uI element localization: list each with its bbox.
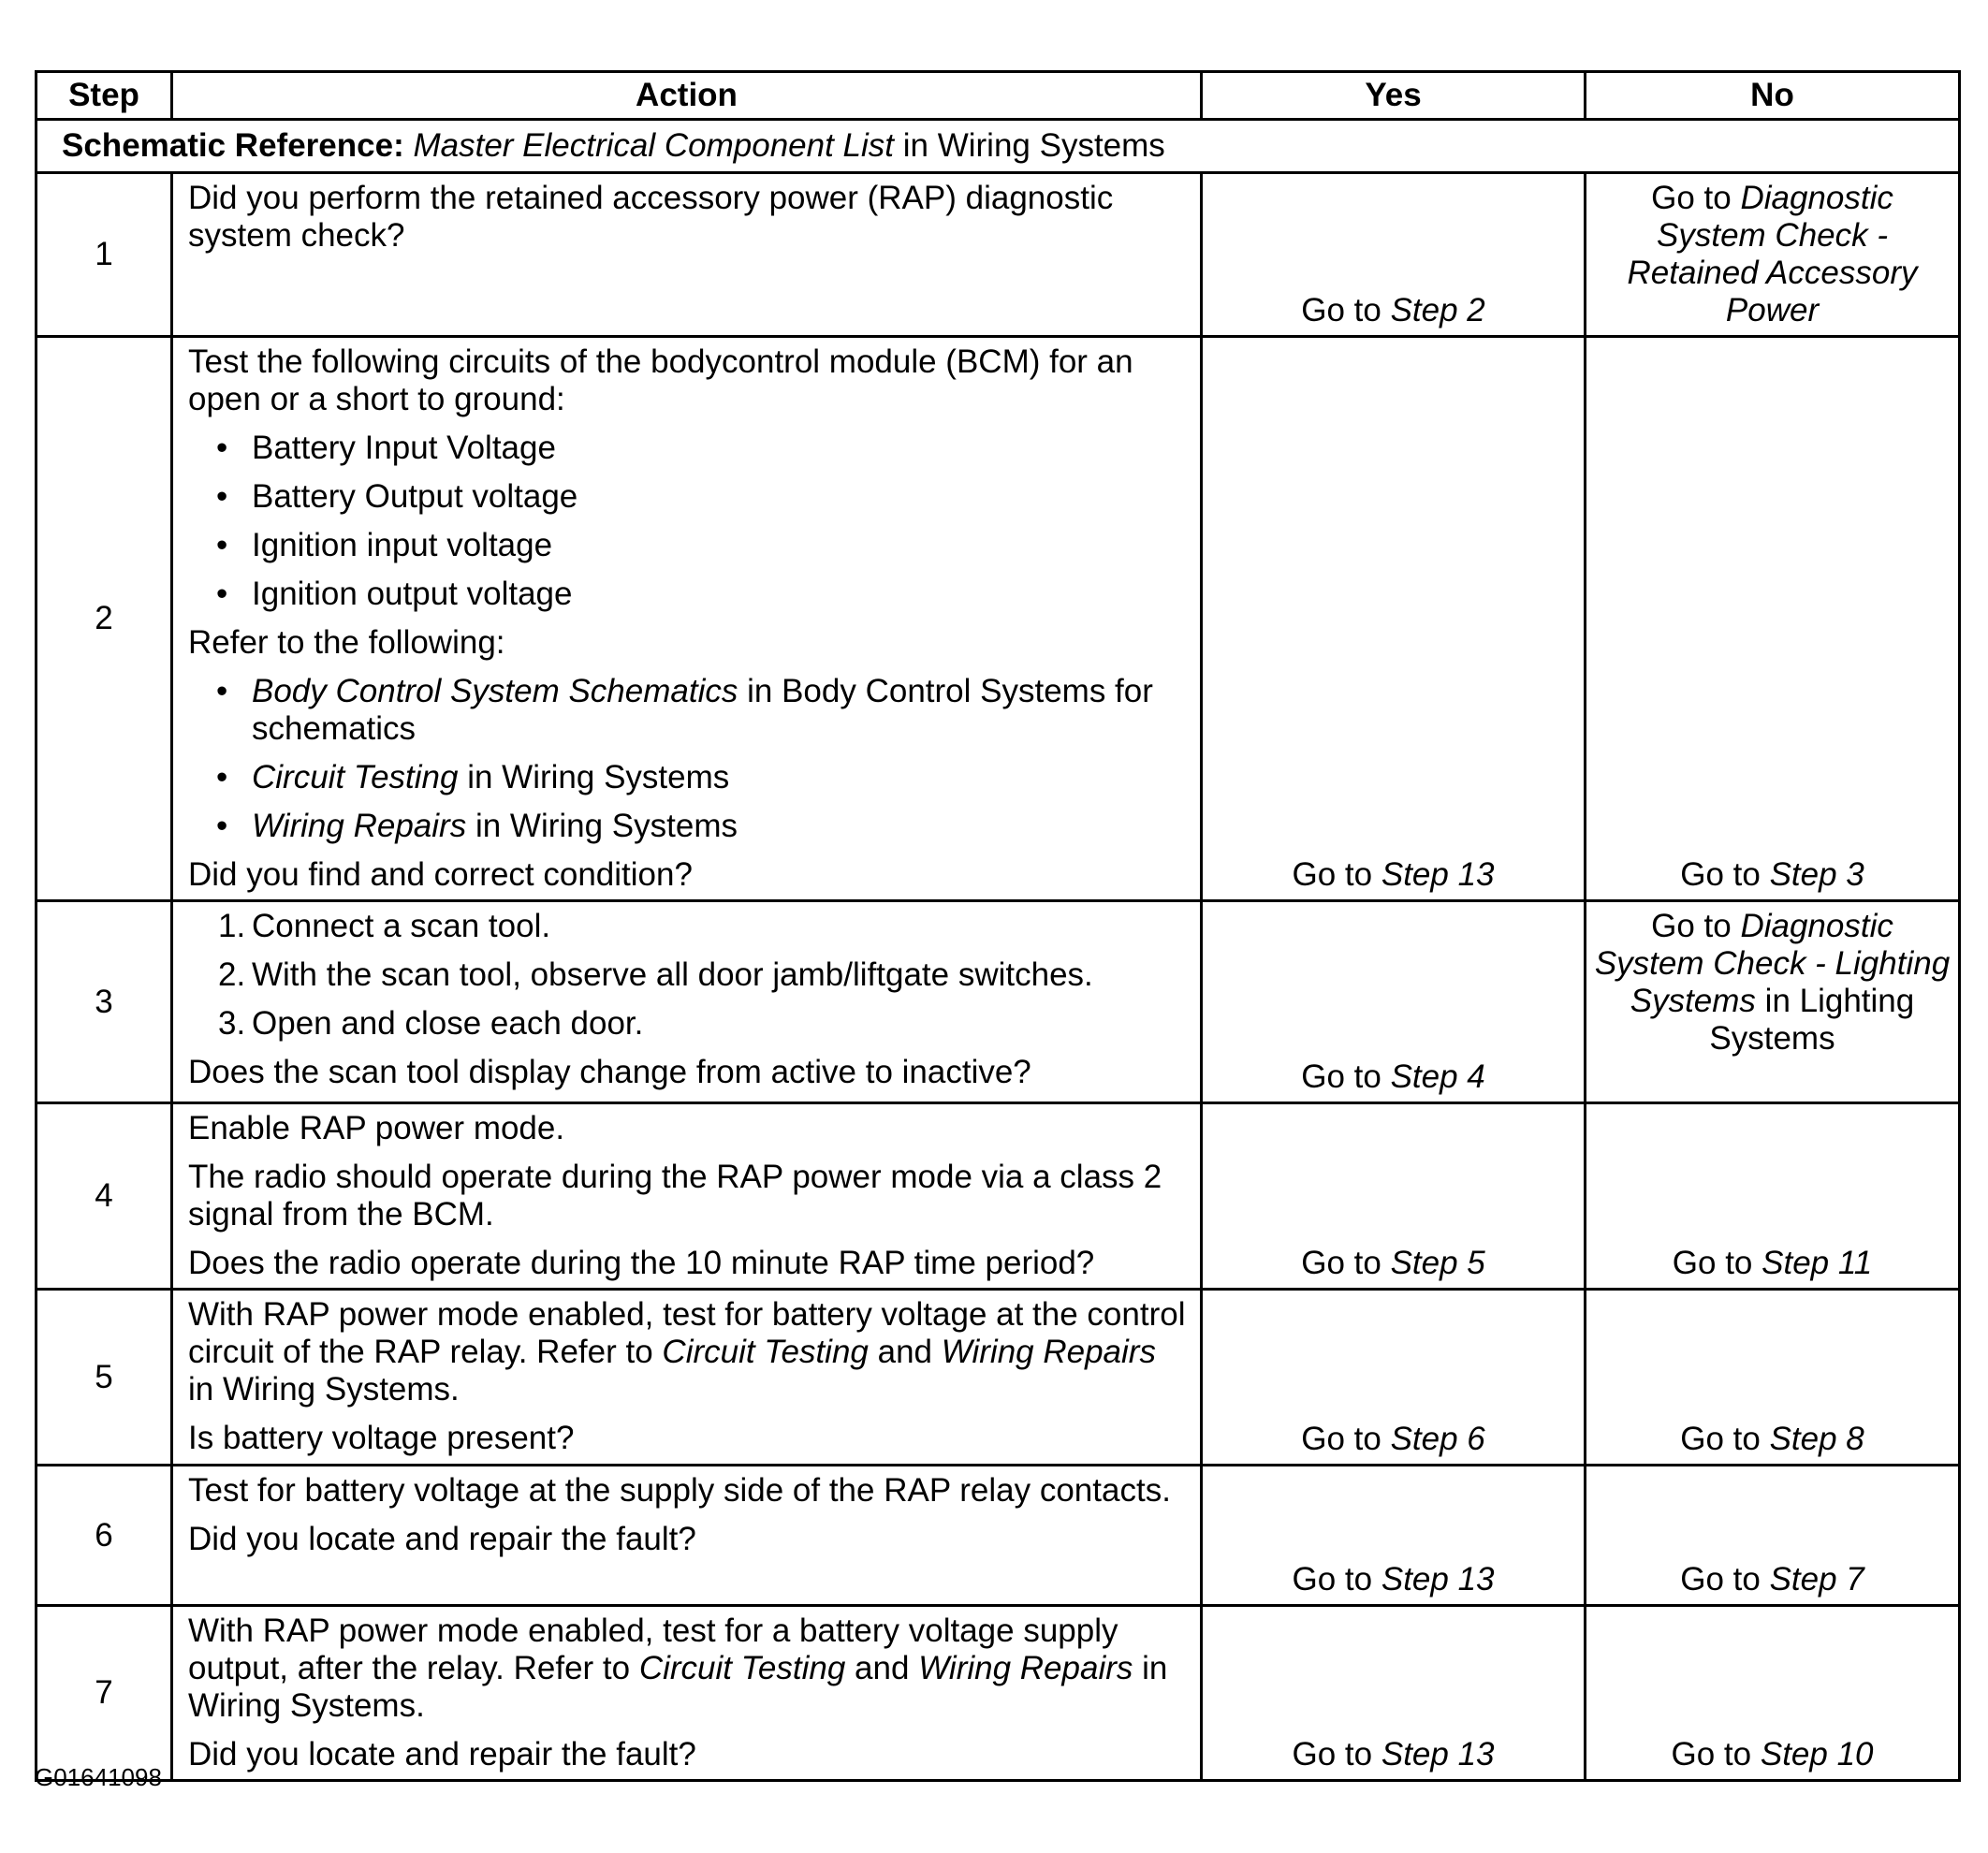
no-target: Step 3 (1769, 856, 1864, 893)
no-prefix: Go to (1651, 180, 1732, 216)
action-question: Does the scan tool display change from active to inactive? (188, 1054, 1031, 1090)
action-cell (172, 173, 1202, 337)
table-row (37, 1290, 1960, 1466)
no-cell (1586, 901, 1960, 1103)
no-cell (1586, 173, 1960, 337)
no-prefix: Go to (1671, 1736, 1752, 1773)
table-row (37, 337, 1960, 901)
action-paragraph (188, 1612, 1187, 1725)
bullet-item: • Battery Input Voltage (216, 430, 1187, 467)
step-text: Open and close each door. (252, 1005, 644, 1042)
action-paragraph: Test for battery voltage at the supply side of the RAP relay contacts. (188, 1472, 1171, 1509)
action-paragraph: Enable RAP power mode. (188, 1110, 565, 1146)
no-prefix: Go to (1680, 856, 1761, 893)
step-number: 5 (37, 1290, 172, 1466)
yes-prefix: Go to (1292, 1736, 1373, 1773)
step-number: 2 (37, 337, 172, 901)
action-cell (172, 901, 1202, 1103)
action-intro: Test the following circuits of the bodycontrol module (BCM) for an open or a short to ground: (188, 343, 1133, 417)
no-cell (1586, 1103, 1960, 1290)
action-text: in Wiring Systems. (188, 1371, 460, 1408)
refer-label: Refer to the following: (188, 624, 505, 661)
action-paragraph (188, 1296, 1187, 1408)
reference-text: in Body Control Systems for schematics (252, 673, 1153, 747)
action-question: Is battery voltage present? (188, 1420, 575, 1456)
schematic-reference-suffix: in Wiring Systems (902, 127, 1165, 164)
step-index: 2. (218, 956, 246, 993)
reference-title: Circuit Testing (662, 1334, 869, 1370)
no-target: Step 8 (1769, 1421, 1864, 1457)
action-question: Does the radio operate during the 10 minute RAP time period? (188, 1245, 1095, 1281)
no-prefix: Go to (1680, 1421, 1761, 1457)
yes-prefix: Go to (1292, 856, 1373, 893)
yes-target: Step 2 (1390, 292, 1485, 328)
no-target: Diagnostic System Check - Retained Accessory Power (1627, 180, 1918, 328)
no-target: Step 7 (1769, 1561, 1864, 1598)
yes-prefix: Go to (1301, 1421, 1381, 1457)
action-text: and (855, 1650, 910, 1686)
header-row (37, 72, 1960, 120)
no-prefix: Go to (1672, 1245, 1753, 1281)
step-number: 7 (37, 1606, 172, 1781)
no-cell (1586, 1466, 1960, 1606)
numbered-step (203, 956, 1187, 994)
bullet-item: • Ignition input voltage (216, 527, 1187, 564)
bullet-item: • Battery Output voltage (216, 478, 1187, 516)
no-target: Diagnostic System Check - Lighting Systems (1594, 908, 1951, 1019)
table-row (37, 1466, 1960, 1606)
step-number: 6 (37, 1466, 172, 1606)
figure-id: G01641098 (35, 1763, 162, 1791)
yes-prefix: Go to (1301, 1245, 1381, 1281)
yes-target: Step 13 (1381, 1736, 1495, 1773)
step-index: 1. (218, 908, 246, 944)
action-question: Did you perform the retained accessory power (RAP) diagnostic system check? (188, 180, 1114, 254)
yes-target: Step 6 (1390, 1421, 1485, 1457)
action-question: Did you locate and repair the fault? (188, 1521, 696, 1557)
reference-item (216, 759, 1187, 796)
no-prefix: Go to (1680, 1561, 1761, 1598)
yes-prefix: Go to (1301, 292, 1381, 328)
table-row (37, 901, 1960, 1103)
action-text: With RAP power mode enabled, test for battery voltage at the control circuit of the RAP relay. Refer to (188, 1296, 1186, 1370)
schematic-reference-row (37, 120, 1960, 173)
header-yes: Yes (1202, 72, 1586, 120)
reference-item (216, 808, 1187, 845)
action-text: With RAP power mode enabled, test for a battery voltage supply output, after the relay. Refer to (188, 1612, 1118, 1686)
yes-cell (1202, 1606, 1586, 1781)
yes-target: Step 4 (1390, 1058, 1485, 1095)
action-cell (172, 1103, 1202, 1290)
yes-cell (1202, 1290, 1586, 1466)
numbered-step (203, 1005, 1187, 1043)
yes-cell (1202, 1103, 1586, 1290)
yes-target: Step 5 (1390, 1245, 1485, 1281)
reference-title: Wiring Repairs (941, 1334, 1156, 1370)
reference-item (216, 673, 1187, 748)
yes-target: Step 13 (1381, 856, 1495, 893)
reference-text: in Wiring Systems (475, 808, 738, 844)
step-number: 1 (37, 173, 172, 337)
action-question: Did you find and correct condition? (188, 856, 693, 893)
step-number: 3 (37, 901, 172, 1103)
bullet-item: • Ignition output voltage (216, 576, 1187, 613)
yes-cell (1202, 173, 1586, 337)
yes-prefix: Go to (1301, 1058, 1381, 1095)
no-cell (1586, 1606, 1960, 1781)
schematic-reference-label: Schematic Reference: (62, 127, 404, 164)
yes-prefix: Go to (1292, 1561, 1373, 1598)
action-question: Did you locate and repair the fault? (188, 1736, 696, 1773)
yes-cell (1202, 1466, 1586, 1606)
action-cell (172, 1290, 1202, 1466)
no-target: Step 10 (1760, 1736, 1874, 1773)
header-action: Action (172, 72, 1202, 120)
step-text: With the scan tool, observe all door jamb/liftgate switches. (252, 956, 1093, 993)
reference-title: Body Control System Schematics (252, 673, 738, 709)
yes-cell (1202, 337, 1586, 901)
step-index: 3. (218, 1005, 246, 1042)
action-text: and (877, 1334, 933, 1370)
reference-title: Wiring Repairs (252, 808, 467, 844)
no-cell (1586, 1290, 1960, 1466)
step-number: 4 (37, 1103, 172, 1290)
numbered-step (203, 908, 1187, 945)
reference-title: Circuit Testing (638, 1650, 846, 1686)
reference-title: Circuit Testing (252, 759, 459, 795)
step-text: Connect a scan tool. (252, 908, 551, 944)
table-row (37, 1606, 1960, 1781)
action-cell (172, 1606, 1202, 1781)
reference-title: Wiring Repairs (918, 1650, 1133, 1686)
header-no: No (1586, 72, 1960, 120)
table-row (37, 173, 1960, 337)
action-text: in Wiring Systems. (188, 1650, 1168, 1724)
no-target: Step 11 (1761, 1245, 1873, 1281)
no-cell (1586, 337, 1960, 901)
reference-text: in Wiring Systems (467, 759, 730, 795)
yes-cell (1202, 901, 1586, 1103)
action-cell (172, 1466, 1202, 1606)
schematic-reference-doc: Master Electrical Component List (413, 127, 895, 164)
no-prefix: Go to (1651, 908, 1732, 944)
action-paragraph: The radio should operate during the RAP power mode via a class 2 signal from the BCM. (188, 1159, 1162, 1233)
table-row (37, 1103, 1960, 1290)
schematic-reference (37, 120, 1960, 173)
yes-target: Step 13 (1381, 1561, 1495, 1598)
header-step: Step (37, 72, 172, 120)
diagnostic-table (35, 70, 1961, 1782)
action-cell (172, 337, 1202, 901)
no-suffix: in Lighting Systems (1709, 983, 1915, 1057)
